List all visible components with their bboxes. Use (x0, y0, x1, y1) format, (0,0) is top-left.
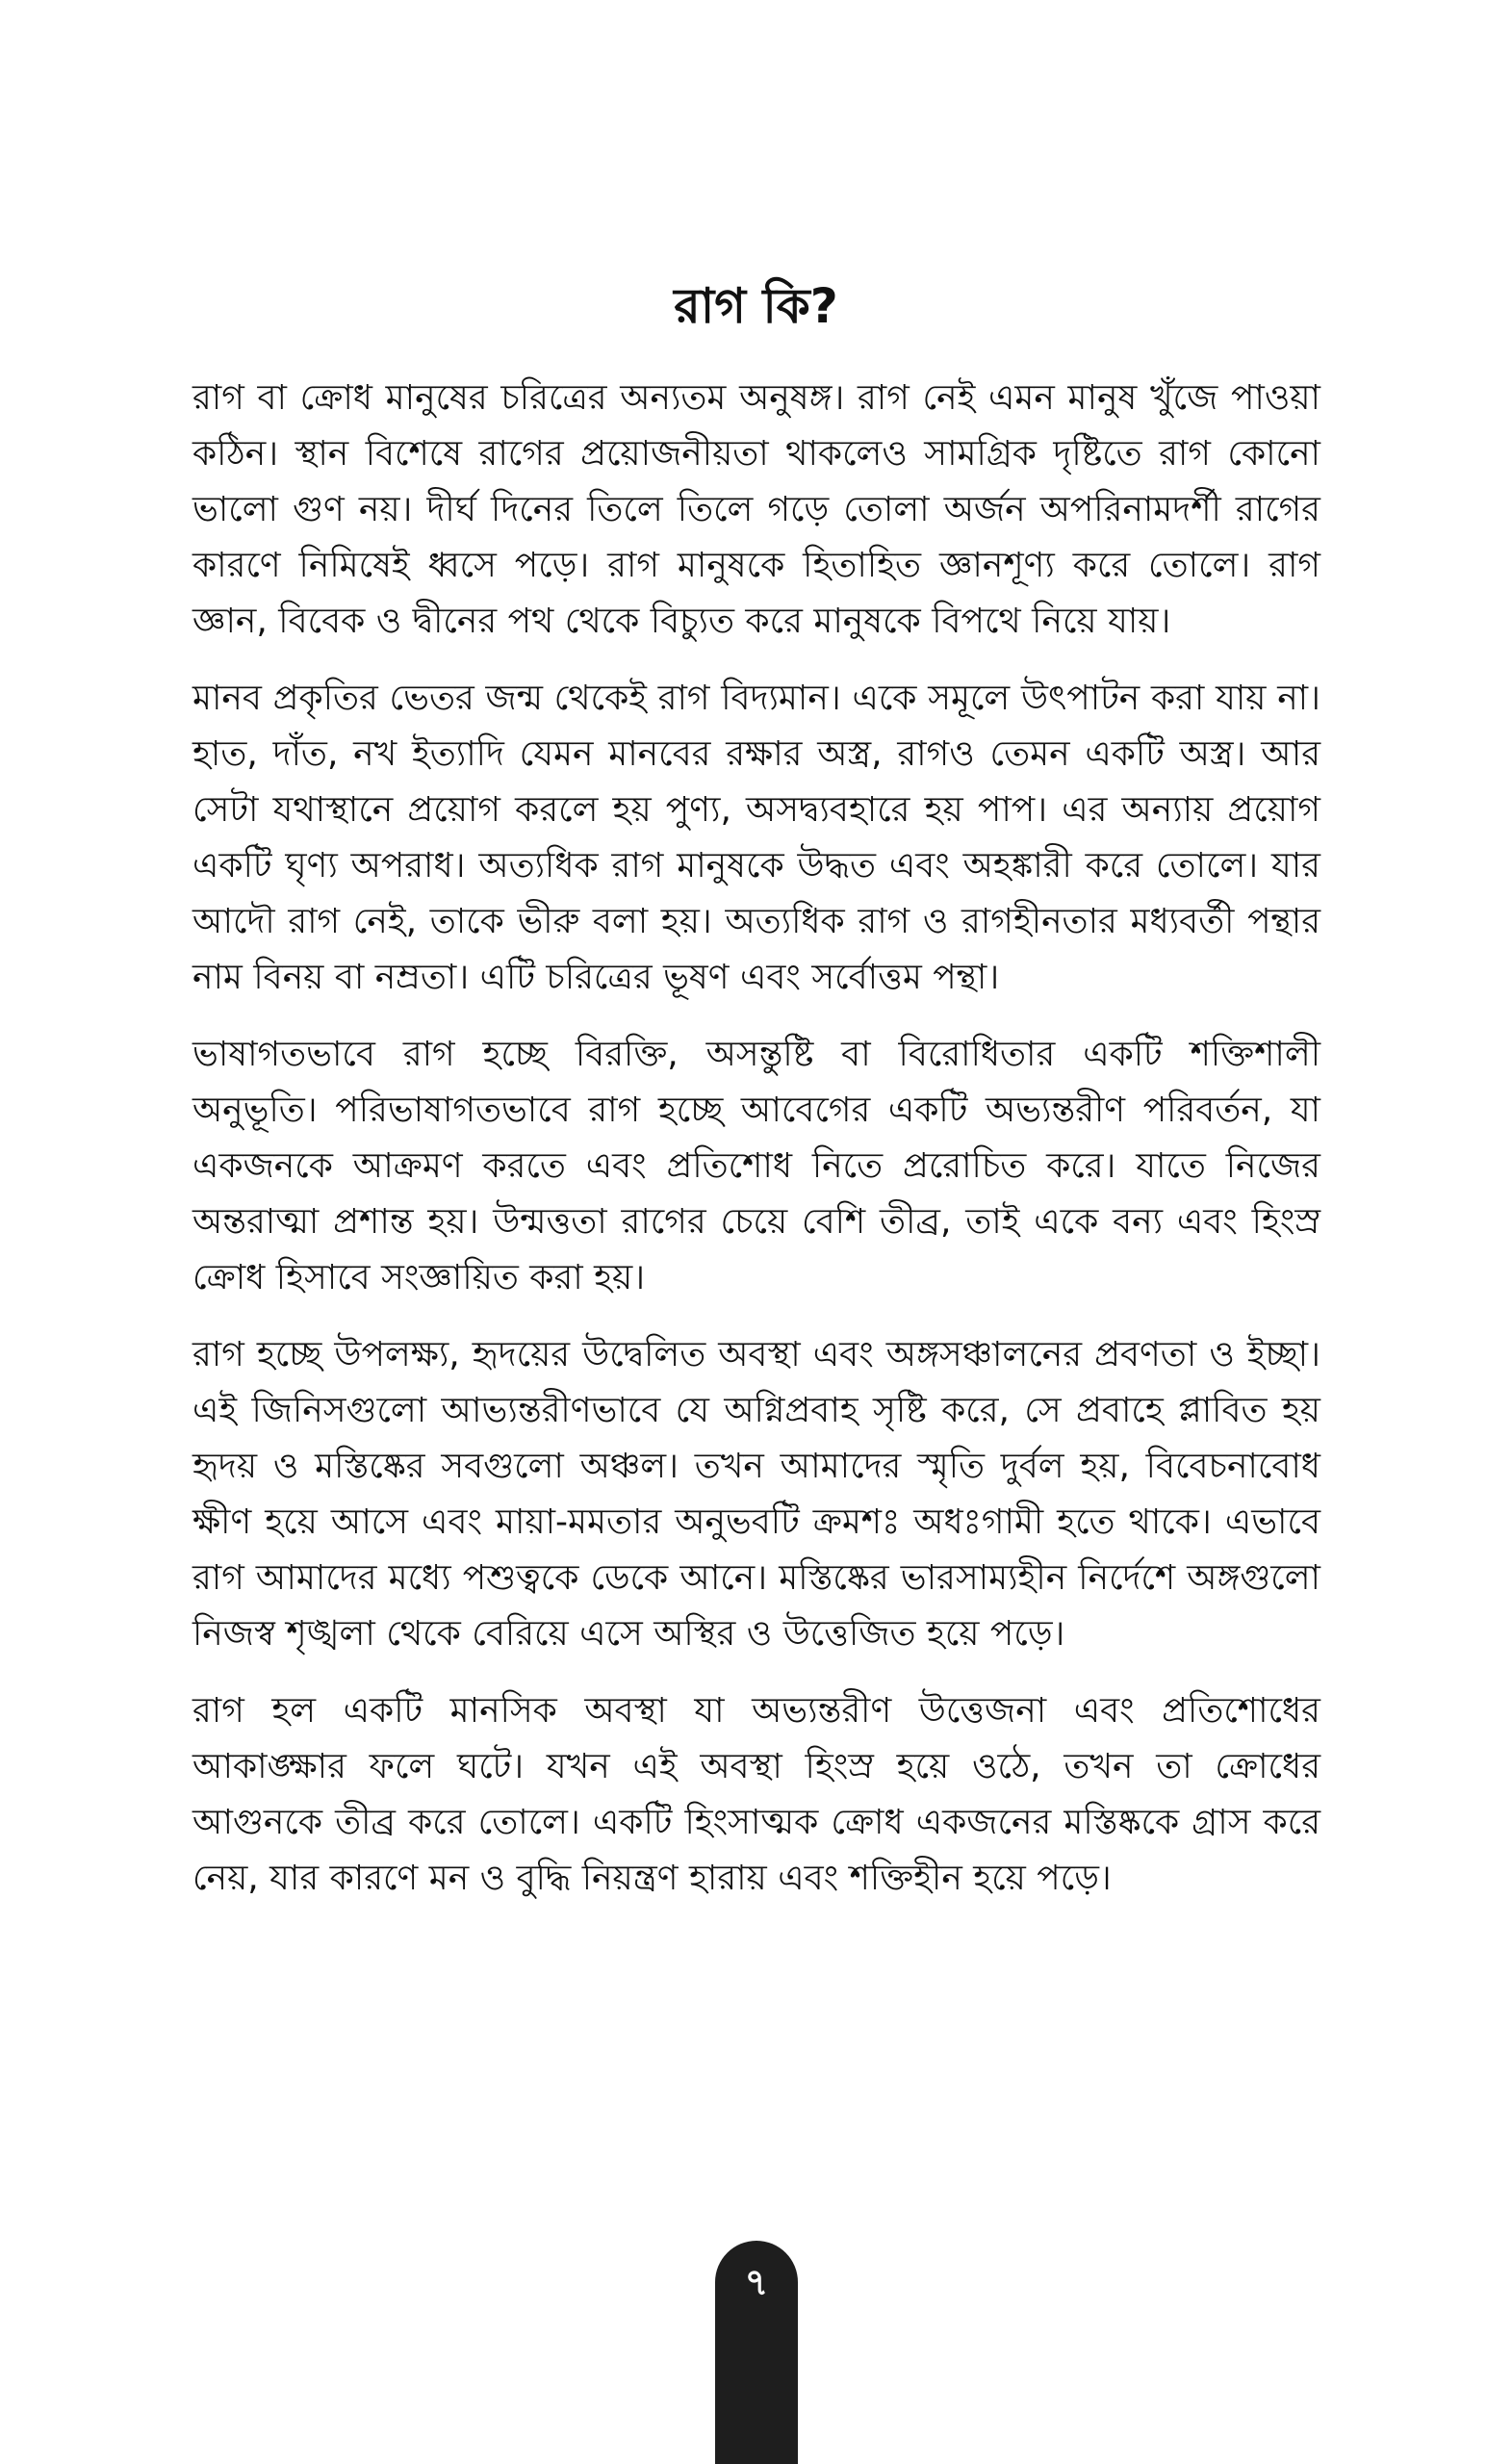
paragraph-3: ভাষাগতভাবে রাগ হচ্ছে বিরক্তি, অসন্তুষ্টি বা বিরোধিতার একটি শক্তিশালী অনুভূতি। পরিভাষাগতভাবে রাগ হচ্ছে আবেগের একটি অভ্যন্তরীণ পরিবর্তন, যা একজনকে আক্রমণ করতে এবং প্রতিশোধ নিতে প্ররোচিত করে। যাতে নিজের অন্তরাত্মা প্রশান্ত হয়। উন্মত্ততা রাগের চেয়ে বেশি তীব্র, তাই একে বন্য এবং হিংস্র ক্রোধ হিসাবে সংজ্ঞায়িত করা হয়। (192, 1035, 1320, 1297)
page-title: রাগ কি? (674, 278, 838, 334)
paragraph-4: রাগ হচ্ছে উপলক্ষ্য, হৃদয়ের উদ্বেলিত অবস্থা এবং অঙ্গসঞ্চালনের প্রবণতা ও ইচ্ছা। এই জিনিসগুলো আভ্যন্তরীণভাবে যে অগ্নিপ্রবাহ সৃষ্টি করে, সে প্রবাহে প্লাবিত হয় হৃদয় ও মস্তিষ্কের সবগুলো অঞ্চল। তখন আমাদের স্মৃতি দুর্বল হয়, বিবেচনাবোধ ক্ষীণ হয়ে আসে এবং মায়া-মমতার অনুভবটি ক্রমশঃ অধঃগামী হতে থাকে। এভাবে রাগ আমাদের মধ্যে পশুত্বকে ডেকে আনে। মস্তিষ্কের ভারসাম্যহীন নির্দেশে অঙ্গগুলো নিজস্ব শৃঙ্খলা থেকে বেরিয়ে এসে অস্থির ও উত্তেজিত হয়ে পড়ে। (192, 1335, 1320, 1654)
page-number: ৭ (744, 2261, 769, 2303)
paragraph-2: মানব প্রকৃতির ভেতর জন্ম থেকেই রাগ বিদ্যমান। একে সমূলে উৎপাটন করা যায় না। হাত, দাঁত, নখ ইত্যাদি যেমন মানবের রক্ষার অস্ত্র, রাগও তেমন একটি অস্ত্র। আর সেটা যথাস্থানে প্রয়োগ করলে হয় পুণ্য, অসদ্ব্যবহারে হয় পাপ। এর অন্যায় প্রয়োগ একটি ঘৃণ্য অপরাধ। অত্যধিক রাগ মানুষকে উদ্ধত এবং অহঙ্কারী করে তোলে। যার আদৌ রাগ নেই, তাকে ভীরু বলা হয়। অত্যধিক রাগ ও রাগহীনতার মধ্যবর্তী পন্থার নাম বিনয় বা নম্রতা। এটি চরিত্রের ভূষণ এবং সর্বোত্তম পন্থা। (192, 679, 1320, 997)
body-text (192, 371, 1320, 1928)
paragraph-5: রাগ হল একটি মানসিক অবস্থা যা অভ্যন্তরীণ উত্তেজনা এবং প্রতিশোধের আকাঙ্ক্ষার ফলে ঘটে। যখন এই অবস্থা হিংস্র হয়ে ওঠে, তখন তা ক্রোধের আগুনকে তীব্র করে তোলে। একটি হিংসাত্মক ক্রোধ একজনের মস্তিষ্ককে গ্রাস করে নেয়, যার কারণে মন ও বুদ্ধি নিয়ন্ত্রণ হারায় এবং শক্তিহীন হয়ে পড়ে। (192, 1691, 1320, 1898)
paragraph-1: রাগ বা ক্রোধ মানুষের চরিত্রের অন্যতম অনুষঙ্গ। রাগ নেই এমন মানুষ খুঁজে পাওয়া কঠিন। স্থান বিশেষে রাগের প্রয়োজনীয়তা থাকলেও সামগ্রিক দৃষ্টিতে রাগ কোনো ভালো গুণ নয়। দীর্ঘ দিনের তিলে তিলে গড়ে তোলা অর্জন অপরিনামদর্শী রাগের কারণে নিমিষেই ধ্বসে পড়ে। রাগ মানুষকে হিতাহিত জ্ঞানশূণ্য করে তোলে। রাগ জ্ঞান, বিবেক ও দ্বীনের পথ থেকে বিচ্যুত করে মানুষকে বিপথে নিয়ে যায়। (192, 378, 1320, 641)
